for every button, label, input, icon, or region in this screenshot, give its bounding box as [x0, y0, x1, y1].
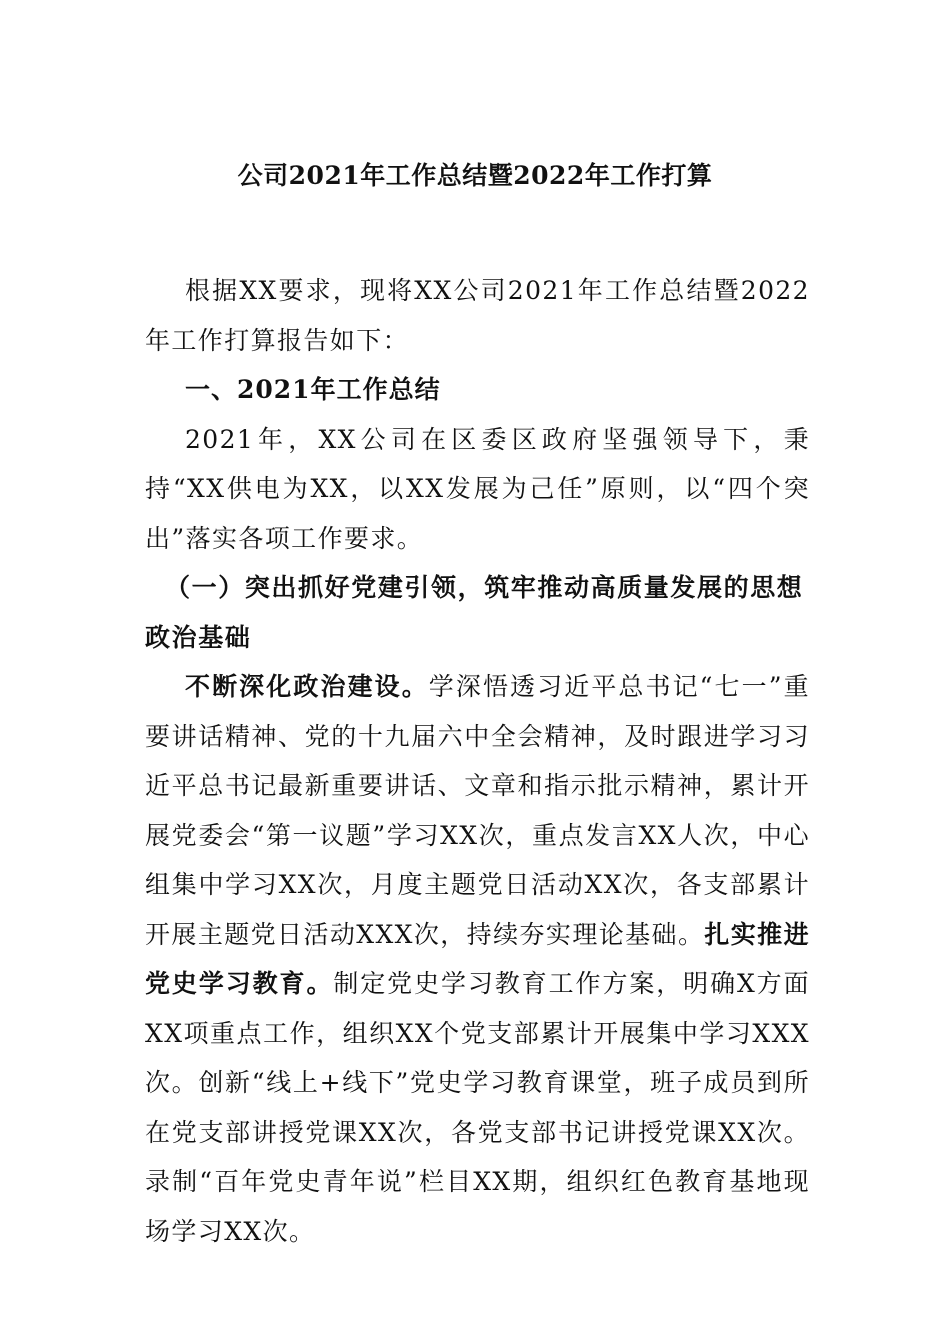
lead-phrase: 扎实推进党史学习教育。	[145, 919, 810, 998]
intro-paragraph: 根据XX要求，现将XX公司2021年工作总结暨2022年工作打算报告如下：	[145, 276, 810, 355]
paragraph-text: 制定党史学习教育工作方案，明确X方面XX项重点工作，组织XX个党支部累计开展集中学习XXX次。创新“线上+线下”党史学习教育课堂，班子成员到所在党支部讲授党课XX次，各党支部书记讲授党课XX次。录制“百年党史青年说”栏目XX期，组织红色教育基地现场学习XX次。	[145, 969, 810, 1246]
document-title: 公司2021年工作总结暨2022年工作打算	[237, 161, 713, 190]
section-heading: 一、2021年工作总结	[185, 375, 441, 404]
lead-phrase: 不断深化政治建设。	[185, 672, 429, 701]
document-body	[145, 266, 810, 1256]
section-paragraph: 2021年，XX公司在区委区政府坚强领导下，秉持“XX供电为XX，以XX发展为己任”原则，以“四个突出”落实各项工作要求。	[145, 424, 810, 553]
subsection-heading: （一）突出抓好党建引领，筑牢推动高质量发展的思想政治基础	[145, 573, 804, 652]
body-paragraph	[145, 662, 810, 1256]
paragraph-text: 学深悟透习近平总书记“七一”重要讲话精神、党的十九届六中全会精神，及时跟进学习习近平总书记最新重要讲话、文章和指示批示精神，累计开展党委会“第一议题”学习XX次，重点发言XX人次，中心组集中学习XX次，月度主题党日活动XX次，各支部累计开展主题党日活动XXX次，持续夯实理论基础。	[145, 672, 810, 949]
